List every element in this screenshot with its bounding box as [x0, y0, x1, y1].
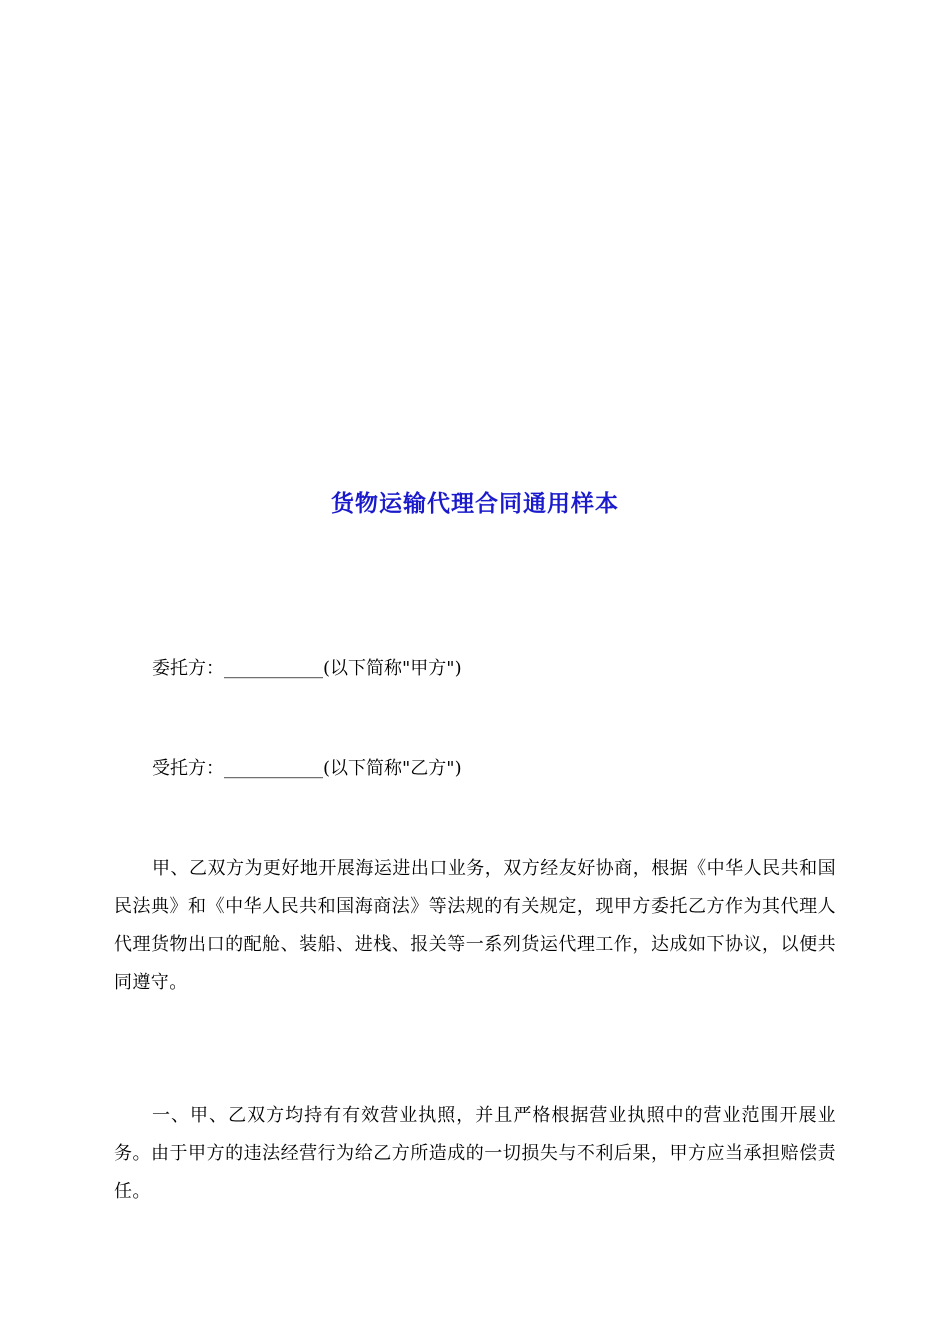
- document-title: 货物运输代理合同通用样本: [331, 491, 619, 517]
- client-party-line: 委托方：___________(以下简称"甲方"): [152, 658, 462, 679]
- intro-paragraph: 甲、乙双方为更好地开展海运进出口业务，双方经友好协商，根据《中华人民共和国民法典》和《中华人民共和国海商法》等法规的有关规定，现甲方委托乙方作为其代理人代理货物出口的配舱、装船、进栈、报关等一系列货运代理工作，达成如下协议，以便共同遵守。: [114, 858, 836, 993]
- clause-1-paragraph: 一、甲、乙双方均持有有效营业执照，并且严格根据营业执照中的营业范围开展业务。由于甲方的违法经营行为给乙方所造成的一切损失与不利后果，甲方应当承担赔偿责任。: [114, 1105, 836, 1202]
- agent-party-line: 受托方：___________(以下简称"乙方"): [152, 758, 462, 779]
